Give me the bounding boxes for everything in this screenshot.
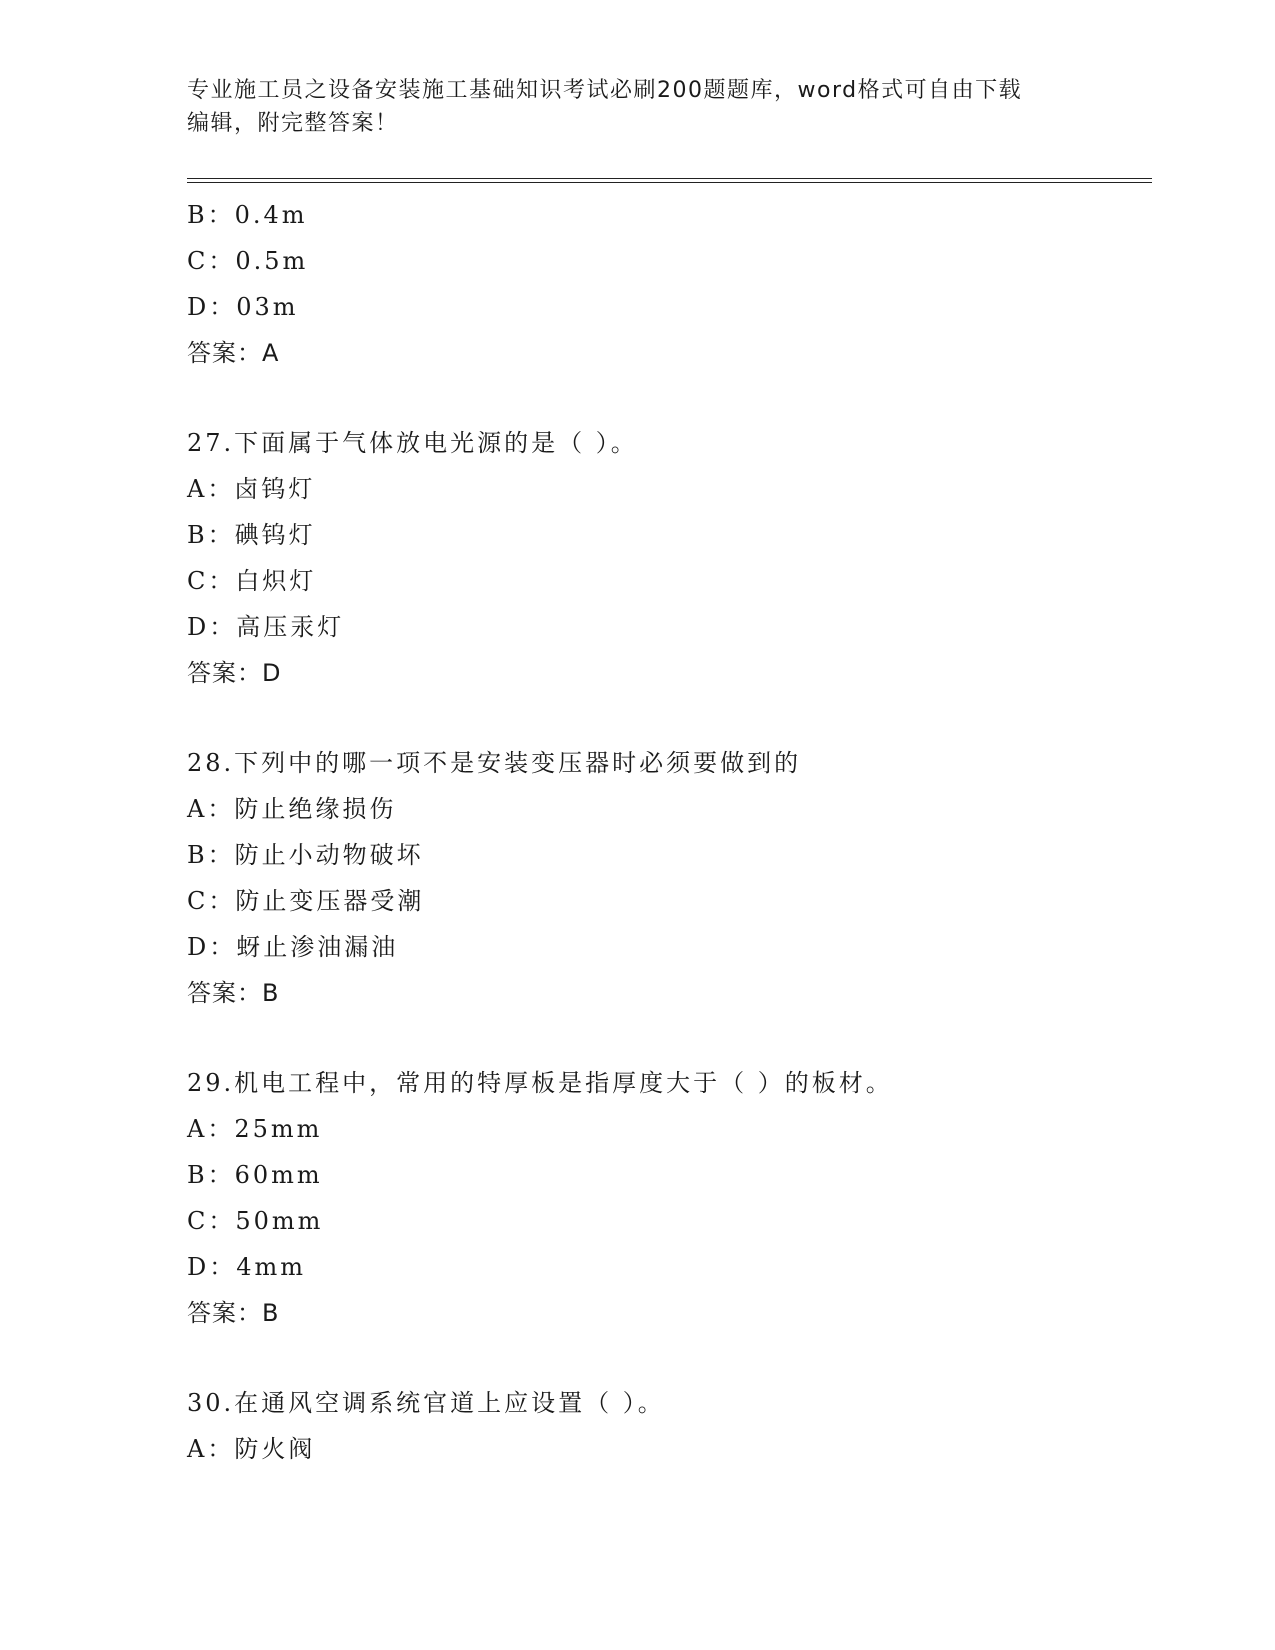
answer-label: 答案：B (187, 979, 280, 1007)
question-26-continued (187, 192, 1152, 376)
option-a: A：防止绝缘损伤 (187, 795, 397, 823)
question-29 (187, 1060, 1152, 1336)
question-stem: 28.下列中的哪一项不是安装变压器时必须要做到的 (187, 749, 802, 777)
option-d: D：4mm (187, 1253, 307, 1281)
question-stem: 29.机电工程中，常用的特厚板是指厚度大于（ ）的板材。 (187, 1069, 893, 1097)
option-d: D：高压汞灯 (187, 613, 345, 641)
header-title-line2: 编辑，附完整答案！ (187, 111, 399, 136)
option-b: B：防止小动物破坏 (187, 841, 424, 869)
question-list (187, 192, 1152, 1472)
option-b: B：60mm (187, 1161, 323, 1189)
header-title-line1: 专业施工员之设备安装施工基础知识考试必刷200题题库，word格式可自由下载 (187, 78, 1023, 103)
question-28 (187, 740, 1152, 1016)
option-a: A：防火阀 (187, 1435, 316, 1463)
answer-label: 答案：A (187, 339, 280, 367)
option-c: C：防止变压器受潮 (187, 887, 425, 915)
option-a: A：卤钨灯 (187, 475, 316, 503)
option-c: C：50mm (187, 1207, 324, 1235)
option-a: A：25mm (187, 1115, 323, 1143)
option-c: C：白炽灯 (187, 567, 317, 595)
option-b: B：碘钨灯 (187, 521, 316, 549)
question-27 (187, 420, 1152, 696)
option-d: D：蚜止渗油漏油 (187, 933, 399, 961)
question-30 (187, 1380, 1152, 1472)
answer-label: 答案：B (187, 1299, 280, 1327)
answer-label: 答案：D (187, 659, 282, 687)
header-divider-top (187, 178, 1152, 179)
question-stem: 27.下面属于气体放电光源的是（ ）。 (187, 429, 638, 457)
question-stem: 30.在通风空调系统官道上应设置（ ）。 (187, 1389, 665, 1417)
option-b: B：0.4m (187, 201, 308, 229)
document-header (187, 74, 1087, 140)
option-c: C：0.5m (187, 247, 309, 275)
header-divider-bottom (187, 182, 1152, 183)
option-d: D：03m (187, 293, 299, 321)
